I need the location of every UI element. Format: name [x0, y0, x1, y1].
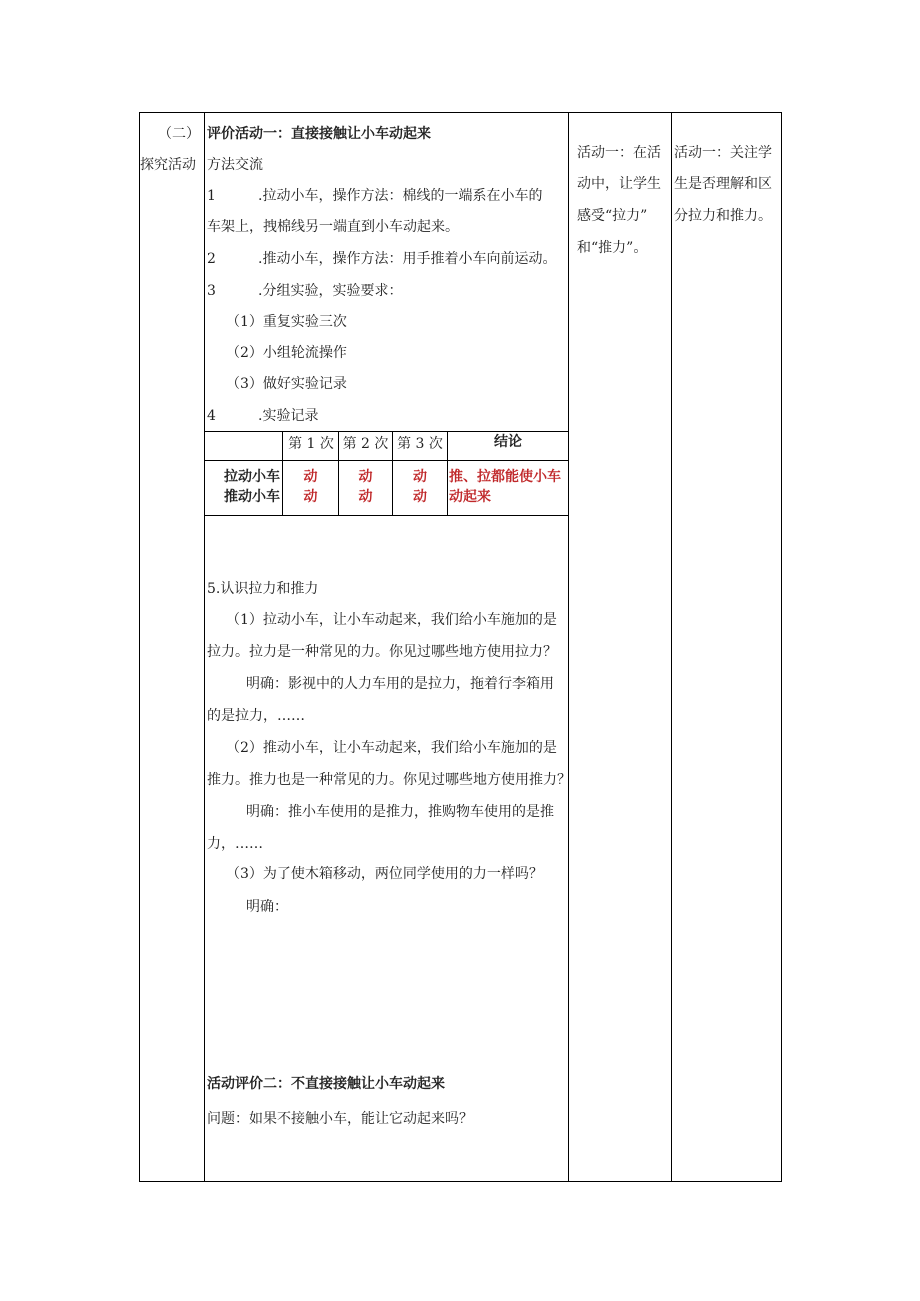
- requirement-2: （2）小组轮流操作: [226, 345, 347, 361]
- stage-name: 探究活动: [140, 157, 196, 173]
- section-5-2-line-2: 推力。推力也是一种常见的力。你见过哪些地方使用推力？: [207, 772, 571, 788]
- record-table-header-bottom: [204, 460, 568, 461]
- item-1-text-cont: 车架上，拽棉线另一端直到小车动起来。: [207, 219, 459, 235]
- evaluation-line-2: 生是否理解和区: [674, 176, 772, 192]
- col-divider-1: [204, 112, 205, 1182]
- item-2-number: 2: [207, 251, 216, 267]
- section-5-2-answer: 明确：推小车使用的是推力，推购物车使用的是推: [246, 804, 554, 820]
- header-conclusion: 结论: [494, 434, 522, 450]
- record-table-bottom: [204, 515, 568, 516]
- row-push-label: 推动小车: [224, 489, 280, 505]
- row-pull-trial-3: 动: [413, 469, 427, 485]
- row-pull-label: 拉动小车: [224, 469, 280, 485]
- teacher-activity-line-4: 和“推力”。: [577, 240, 648, 256]
- row-push-trial-1: 动: [303, 489, 318, 505]
- row-push-trial-2: 动: [358, 489, 373, 505]
- table-top-border: [139, 112, 781, 113]
- requirement-3: （3）做好实验记录: [226, 376, 347, 392]
- conclusion-line-1: 推、拉都能使小车: [449, 469, 561, 485]
- header-trial-2: 第 2 次: [342, 436, 389, 452]
- teacher-activity-line-2: 动中，让学生: [577, 176, 661, 192]
- section-5-3-answer: 明确：: [246, 899, 288, 915]
- requirement-1: （1）重复实验三次: [226, 314, 347, 330]
- section-5-3-line-1: （3）为了使木箱移动，两位同学使用的力一样吗？: [226, 866, 543, 882]
- activity-two-question: 问题：如果不接触小车，能让它动起来吗？: [207, 1111, 473, 1127]
- row-pull-trial-1: 动: [303, 469, 318, 485]
- col-divider-2: [568, 112, 569, 1182]
- item-3-number: 3: [207, 283, 216, 299]
- section-5-2-answer-cont: 力，……: [207, 836, 263, 852]
- item-4-number: 4: [207, 408, 216, 424]
- section-5-2-line-1: （2）推动小车，让小车动起来，我们给小车施加的是: [226, 740, 557, 756]
- conclusion-line-2: 动起来: [449, 489, 491, 505]
- section-5-1-answer-cont: 的是拉力，……: [207, 708, 305, 724]
- row-push-trial-3: 动: [413, 489, 427, 505]
- item-3-text: .分组实验，实验要求：: [258, 283, 403, 299]
- activity-one-title: 评价活动一：直接接触让小车动起来: [207, 126, 431, 142]
- table-right-border: [781, 112, 782, 1182]
- section-5-title: 5.认识拉力和推力: [207, 581, 319, 597]
- item-4-text: .实验记录: [258, 408, 319, 424]
- col-divider-3: [671, 112, 672, 1182]
- row-pull-trial-2: 动: [358, 469, 373, 485]
- section-5-1-answer: 明确：影视中的人力车用的是拉力，拖着行李箱用: [246, 676, 554, 692]
- teacher-activity-line-3: 感受“拉力”: [577, 208, 648, 224]
- table-left-border: [139, 112, 140, 1182]
- activity-two-title: 活动评价二：不直接接触让小车动起来: [207, 1076, 445, 1092]
- section-5-1-line-2: 拉力。拉力是一种常见的力。你见过哪些地方使用拉力？: [207, 644, 557, 660]
- header-trial-1: 第 1 次: [288, 436, 334, 452]
- method-exchange-heading: 方法交流: [207, 157, 263, 173]
- evaluation-line-1: 活动一：关注学: [674, 145, 772, 161]
- section-5-1-line-1: （1）拉动小车，让小车动起来，我们给小车施加的是: [226, 612, 557, 628]
- stage-label: （二）: [158, 126, 200, 142]
- teacher-activity-line-1: 活动一：在活: [577, 145, 661, 161]
- item-1-number: 1: [207, 188, 216, 204]
- table-bottom-border: [139, 1181, 781, 1182]
- header-trial-3: 第 3 次: [397, 436, 443, 452]
- evaluation-line-3: 分拉力和推力。: [674, 208, 772, 224]
- item-1-text: .拉动小车，操作方法：棉线的一端系在小车的: [258, 188, 543, 204]
- item-2-text: .推动小车，操作方法：用手推着小车向前运动。: [258, 251, 557, 267]
- record-table-top: [204, 431, 568, 432]
